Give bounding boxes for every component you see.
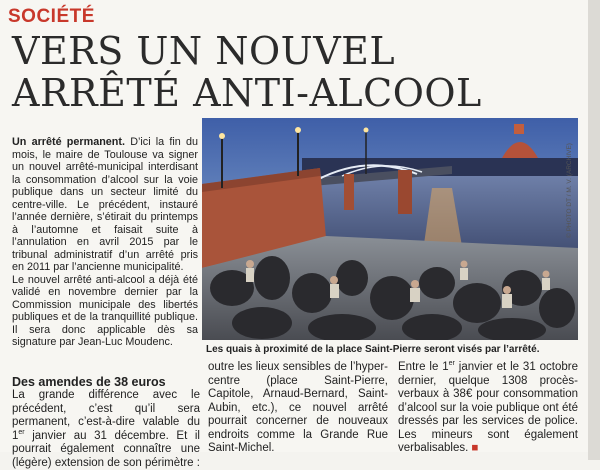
subheading: Des amendes de 38 euros [12, 375, 166, 389]
headline-line-2: ARRÊTÉ ANTI-ALCOOL [12, 71, 482, 115]
col1-superscript: er [18, 428, 25, 436]
article-headline [12, 30, 582, 114]
photo-caption: Les quais à proximité de la place Saint-Pierre seront visés par l’arrêté. [206, 344, 540, 355]
intro-column [12, 136, 198, 349]
section-label: SOCIÉTÉ [8, 6, 95, 27]
second-paragraph: Le nouvel arrêté anti-alcool a déjà été validé en novembre dernier par la Commission municipale des libertés publiques et de la tranquillité publique. Il sera donc applicable dès sa signature par Jean-Luc Moudenc. [12, 273, 198, 348]
end-mark-icon: ■ [468, 442, 479, 454]
bottom-column-3 [398, 361, 578, 456]
bottom-column-2: outre les lieux sensibles de l’hyper-centre (place Saint-Pierre, Capitole, Arnaud-Bernard, Saint-Aubin, etc.), ce nouvel arrêté pourrait concerner de nouveaux endroits comme la Grande Rue Saint-Michel. [208, 361, 388, 454]
article-photo [202, 118, 578, 340]
intro-body: D’ici la fin du mois, le maire de Toulouse va signer un nouvel arrêté-municipal interdisant la consommation d’alcool sur la voie publique dans un secteur limité du centre-ville. Le précédent, instauré l’année dernière, s’étirait du printemps à l’automne et faisait suite à l’annulation en avril 2015 par le tribunal administratif d’un arrêté pris en 2011 par l’ancienne municipalité. [12, 136, 198, 273]
col1-text-a: La grande différence avec le précédent, c’est qu’il sera permanent, c’est-à-dire valable du 1 [12, 389, 200, 442]
photo-credit: © PHOTO DT / M. V. (ARCHIVE) [566, 143, 573, 238]
col1-text-b: janvier au 31 décembre. Et il pourrait également connaître une (légère) extension de son périmètre : [12, 429, 200, 469]
page-edge [588, 0, 600, 460]
lead-text: Un arrêté permanent. [12, 136, 125, 148]
headline-line-1: VERS UN NOUVEL [12, 29, 396, 73]
col3-text-a: Entre le 1 [398, 361, 449, 373]
bottom-column-1 [12, 389, 200, 470]
intro-paragraph [12, 136, 198, 274]
col3-superscript: er [448, 360, 455, 368]
col3-text-b: janvier et le 31 octobre dernier, quelque 1308 procès-verbaux à 38€ pour consommation d’alcool sur la voie publique ont été dressés par les services de police. Les mineurs sont également verbalisables. [398, 361, 578, 454]
